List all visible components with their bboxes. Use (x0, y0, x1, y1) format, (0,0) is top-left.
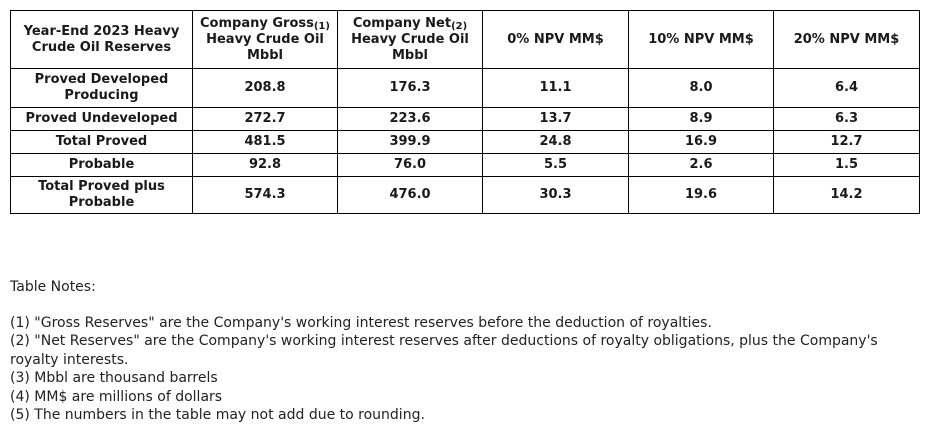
table-row (11, 177, 920, 214)
note-item: (1) "Gross Reserves" are the Company's working interest reserves before the deduction of royalties. (10, 314, 712, 331)
note-item: (5) The numbers in the table may not add due to rounding. (10, 407, 425, 423)
gross-value: 272.7 (193, 108, 338, 131)
note-item: (2) "Net Reserves" are the Company's working interest reserves after deductions of royalty obligations, plus the Company's royalty interests. (10, 333, 878, 368)
header-company-net (338, 11, 483, 69)
row-label: Total Proved plus Probable (11, 177, 193, 214)
row-label: Proved Undeveloped (11, 108, 193, 131)
note-item: (3) Mbbl are thousand barrels (10, 370, 218, 386)
net-value: 76.0 (338, 154, 483, 177)
net-value: 399.9 (338, 131, 483, 154)
header-npv-10: 10% NPV MM$ (629, 11, 774, 69)
header-company-gross-line1: Company Gross (200, 15, 314, 31)
notes-list (10, 314, 922, 425)
npv20-value: 1.5 (774, 154, 920, 177)
npv0-value: 13.7 (483, 108, 629, 131)
net-value: 223.6 (338, 108, 483, 131)
npv10-value: 8.0 (629, 69, 774, 108)
npv20-value: 12.7 (774, 131, 920, 154)
gross-value: 574.3 (193, 177, 338, 214)
npv10-value: 2.6 (629, 154, 774, 177)
table-header-row (11, 11, 920, 69)
npv0-value: 30.3 (483, 177, 629, 214)
table-notes (10, 278, 922, 425)
header-company-gross-line3: Mbbl (246, 47, 283, 63)
npv10-value: 16.9 (629, 131, 774, 154)
table-row (11, 131, 920, 154)
header-company-net-line2: Heavy Crude Oil (351, 31, 469, 47)
row-label: Total Proved (11, 131, 193, 154)
row-label: Proved Developed Producing (11, 69, 193, 108)
gross-value: 481.5 (193, 131, 338, 154)
npv10-value: 8.9 (629, 108, 774, 131)
header-company-gross (193, 11, 338, 69)
note-item: (4) MM$ are millions of dollars (10, 388, 223, 405)
notes-title: Table Notes: (10, 279, 96, 295)
npv20-value: 14.2 (774, 177, 920, 214)
npv10-value: 19.6 (629, 177, 774, 214)
footnote-ref-2: (2) (451, 20, 468, 32)
header-company-net-line1: Company Net (352, 15, 452, 31)
row-label: Probable (11, 154, 193, 177)
npv20-value: 6.4 (774, 69, 920, 108)
net-value: 176.3 (338, 69, 483, 108)
header-reserves-category: Year-End 2023 Heavy Crude Oil Reserves (11, 11, 193, 69)
npv20-value: 6.3 (774, 108, 920, 131)
gross-value: 92.8 (193, 154, 338, 177)
table-row (11, 154, 920, 177)
header-company-gross-line2: Heavy Crude Oil (206, 31, 324, 47)
header-npv-20: 20% NPV MM$ (774, 11, 920, 69)
table-row (11, 69, 920, 108)
reserves-table (10, 10, 920, 214)
table-row (11, 108, 920, 131)
npv0-value: 5.5 (483, 154, 629, 177)
npv0-value: 24.8 (483, 131, 629, 154)
net-value: 476.0 (338, 177, 483, 214)
gross-value: 208.8 (193, 69, 338, 108)
footnote-ref-1: (1) (313, 20, 330, 32)
header-company-net-line3: Mbbl (391, 47, 428, 63)
npv0-value: 11.1 (483, 69, 629, 108)
header-npv-0: 0% NPV MM$ (483, 11, 629, 69)
